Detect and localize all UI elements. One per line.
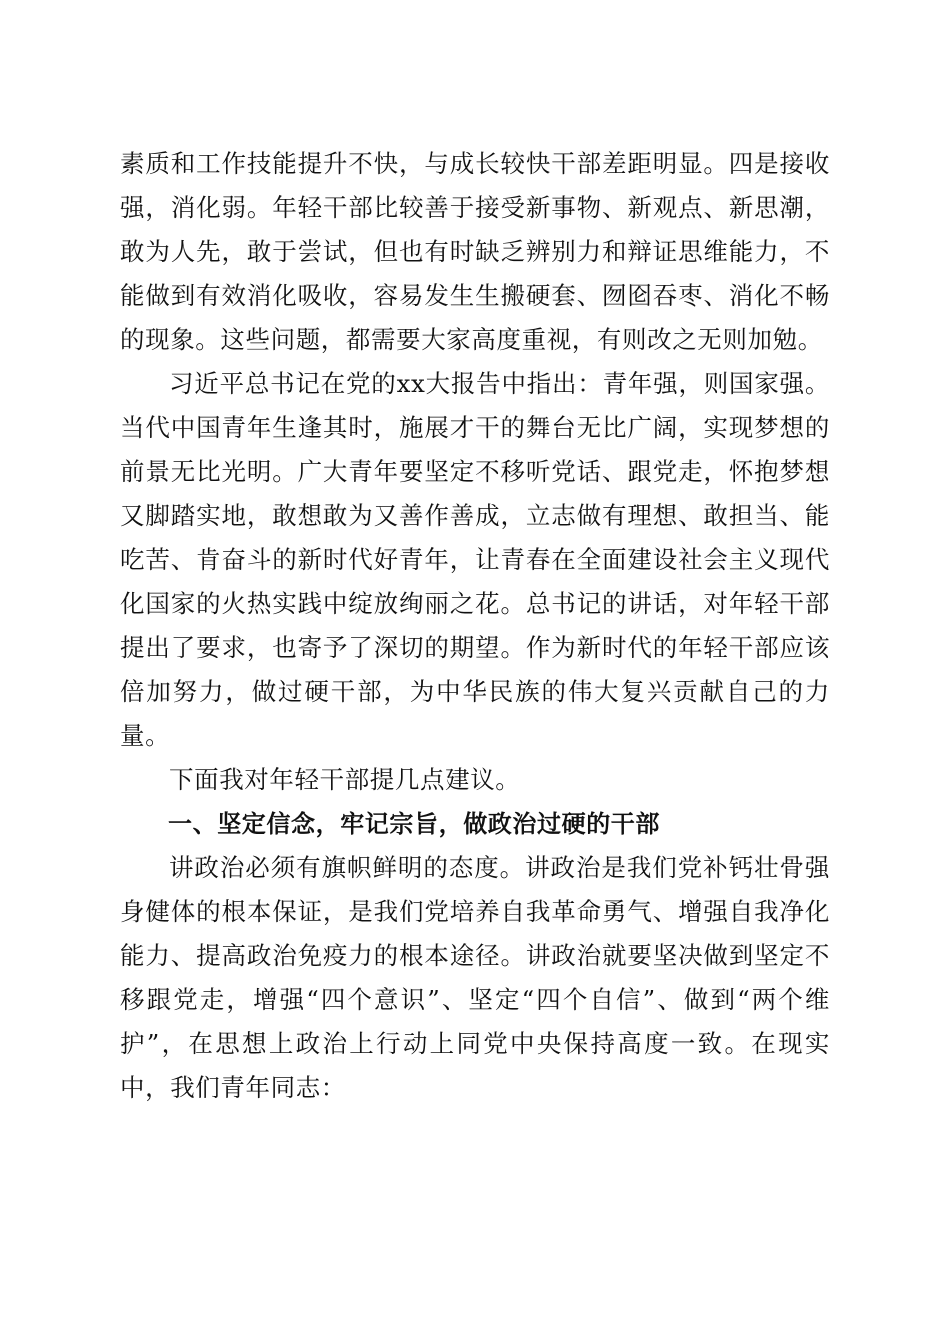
paragraph-2: 习近平总书记在党的xx大报告中指出：青年强，则国家强。当代中国青年生逢其时，施展才干的舞台无比广阔，实现梦想的前景无比光明。广大青年要坚定不移听党话、跟党走，怀抱梦想又脚踏实地，敢想敢为又善作善成，立志做有理想、敢担当、能吃苦、肯奋斗的新时代好青年，让青春在全面建设社会主义现代化国家的火热实践中绽放绚丽之花。总书记的讲话，对年轻干部提出了要求，也寄予了深切的期望。作为新时代的年轻干部应该倍加努力，做过硬干部，为中华民族的伟大复兴贡献自己的力量。 (120, 369, 830, 750)
paragraph-3: 下面我对年轻干部提几点建议。 (169, 765, 521, 794)
paragraph-1: 素质和工作技能提升不快，与成长较快干部差距明显。四是接收强，消化弱。年轻干部比较善于接受新事物、新观点、新思潮，敢为人先，敢于尝试，但也有时缺乏辨别力和辩证思维能力，不能做到有效消化吸收，容易发生生搬硬套、囫囵吞枣、消化不畅的现象。这些问题，都需要大家高度重视，有则改之无则加勉。 (120, 149, 830, 354)
document-body (120, 142, 830, 1110)
section-heading-1: 一、坚定信念，牢记宗旨，做政治过硬的干部 (168, 810, 660, 838)
paragraph-4: 讲政治必须有旗帜鲜明的态度。讲政治是我们党补钙壮骨强身健体的根本保证，是我们党培养自我革命勇气、增强自我净化能力、提高政治免疫力的根本途径。讲政治就要坚决做到坚定不移跟党走，增强“四个意识”、坚定“四个自信”、做到“两个维护”，在思想上政治上行动上同党中央保持高度一致。在现实中，我们青年同志： (120, 853, 830, 1102)
